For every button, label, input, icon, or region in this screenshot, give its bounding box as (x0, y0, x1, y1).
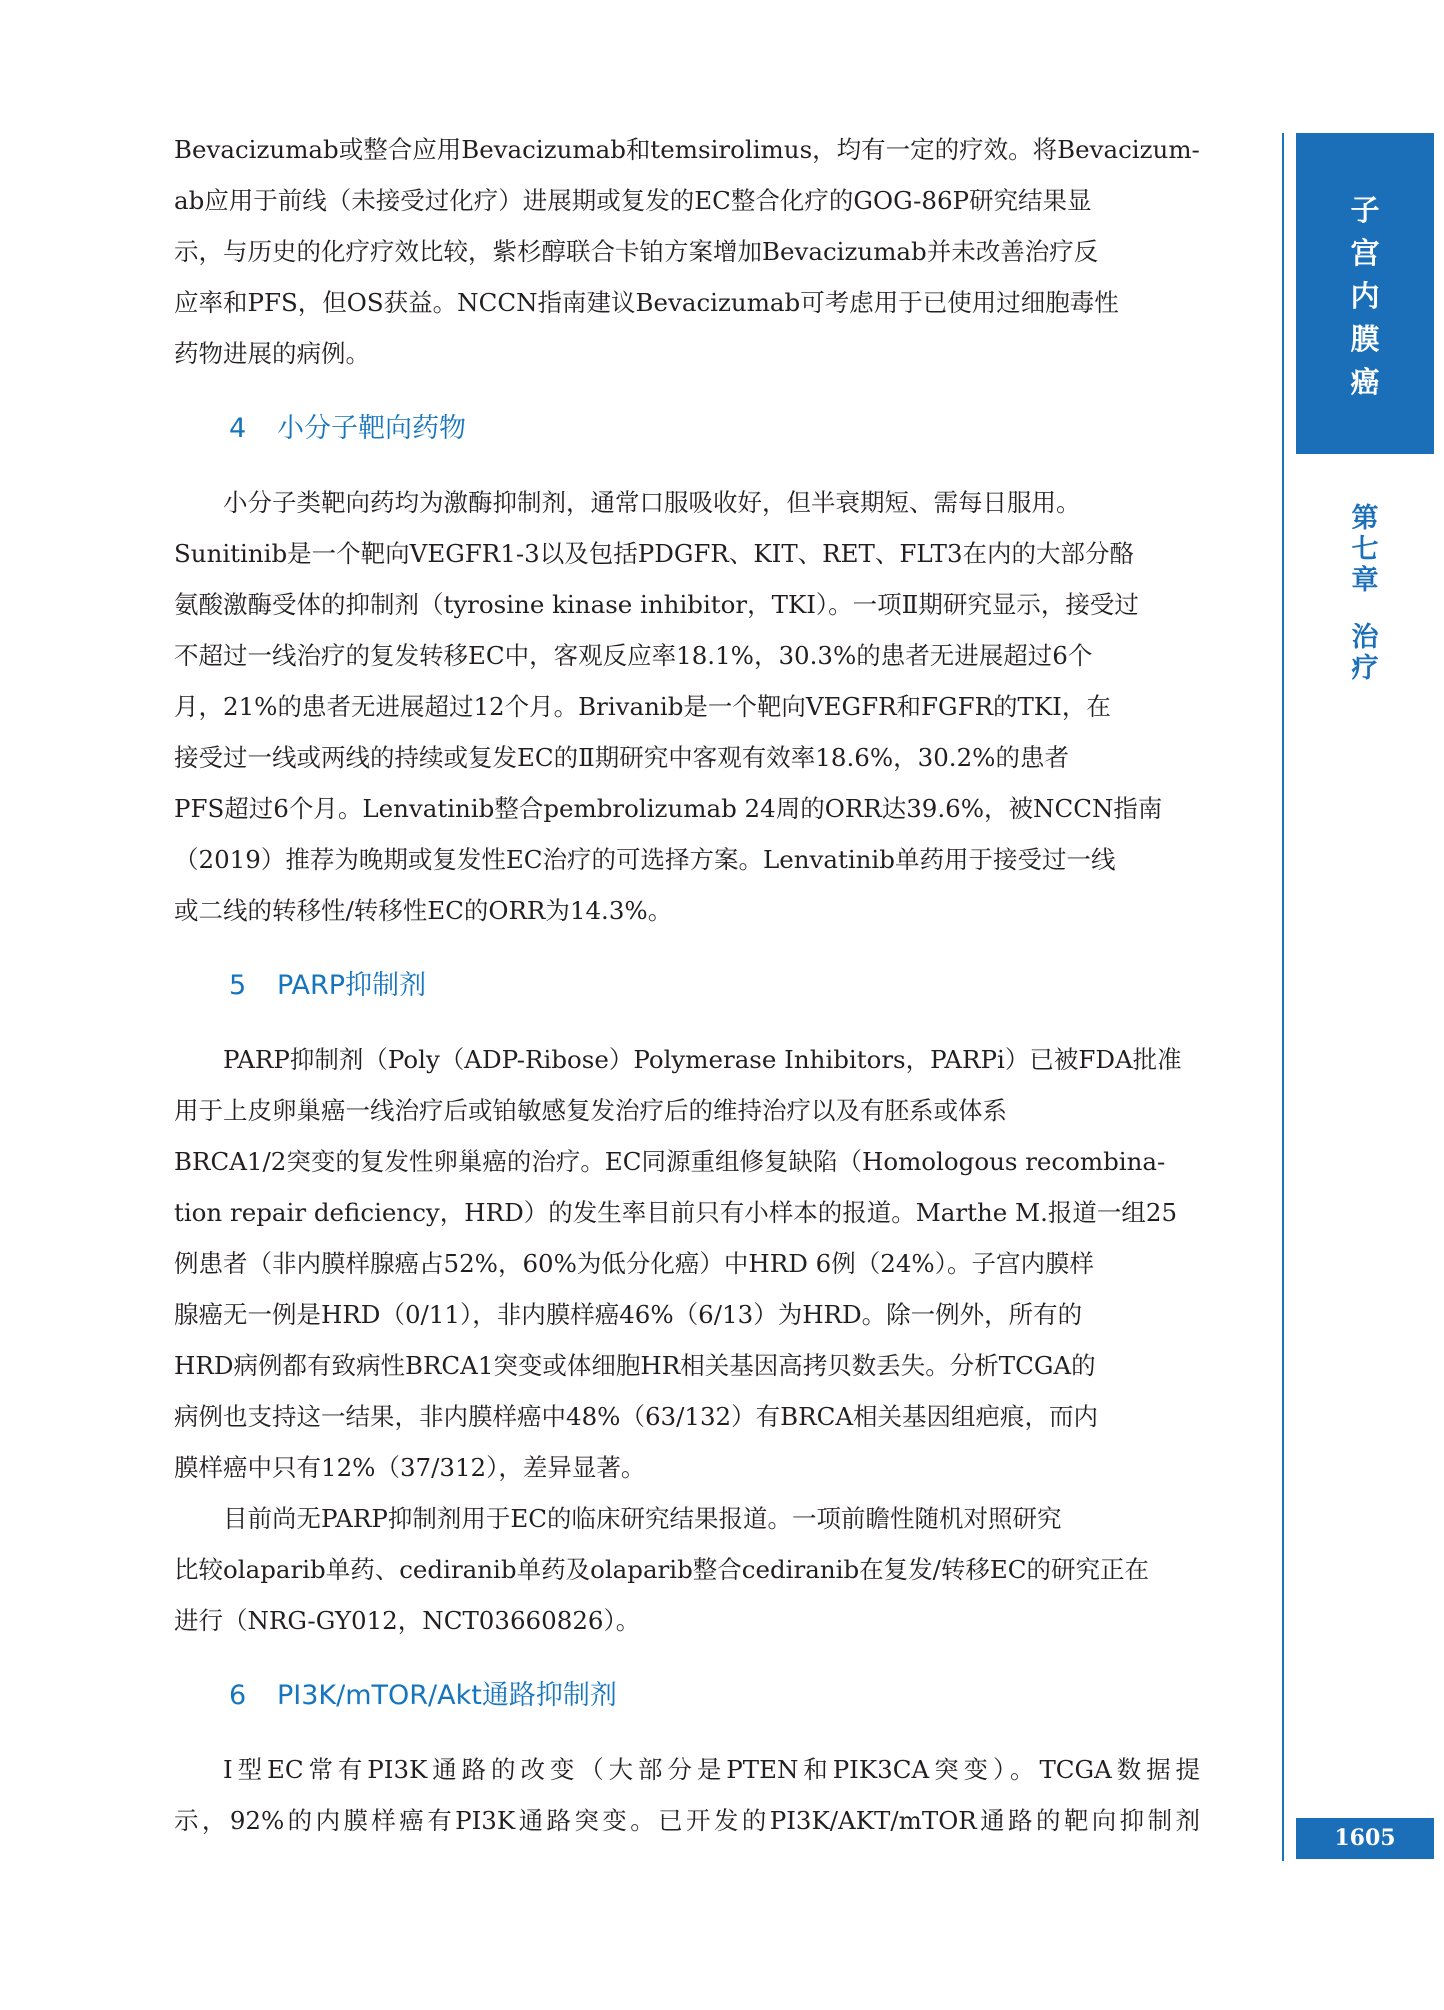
chapter-char: 子 (1350, 193, 1380, 227)
section-char: 治 (1351, 622, 1379, 653)
section-heading-4: 4 小分子靶向药物 (229, 413, 466, 444)
chapter-char: 内 (1350, 279, 1380, 313)
section-tab (1296, 503, 1434, 684)
section-char: 第 (1351, 503, 1379, 534)
chapter-char: 宫 (1350, 236, 1380, 270)
page-body (174, 124, 1200, 1846)
page-number: 1605 (1296, 1818, 1434, 1859)
paragraph-bevacizumab: Bevacizumab或整合应用Bevacizumab和temsirolimus，均有一定的疗效。将Bevacizum- ab应用于前线（未接受过化疗）进展期或复发的EC整合化疗的GOG-86P研究结果显 示，与历史的化疗疗效比较，紫杉醇联合卡铂方案增加Bevacizumab并未改善治疗反 应率和PFS，但OS获益。NCCN指南建议Bevacizumab可考虑用于已使用过细胞毒性 药物进展的病例。 (174, 135, 1200, 368)
paragraph-pi3k: Ⅰ型EC常有PI3K通路的改变（大部分是PTEN和PIK3CA突变）。TCGA数据提 示，92%的内膜样癌有PI3K通路突变。已开发的PI3K/AKT/mTOR通路的靶向抑制剂 (174, 1755, 1200, 1835)
section-char: 疗 (1351, 653, 1379, 684)
paragraph-parp: PARP抑制剂（Poly（ADP-Ribose）Polymerase Inhibitors，PARPi）已被FDA批准 用于上皮卵巢癌一线治疗后或铂敏感复发治疗后的维持治疗以及有胚系或体系 BRCA1/2突变的复发性卵巢癌的治疗。EC同源重组修复缺陷（Homologous recombina- tion repair deficiency，HRD）的发生率目前只有小样本的报道。Marthe M.报道一组25 例患者（非内膜样腺癌占52%，60%为低分化癌）中HRD 6例（24%）。子宫内膜样 腺癌无一例是HRD（0/11），非内膜样癌46%（6/13）为HRD。除一例外，所有的 HRD病例都有致病性BRCA1突变或体细胞HR相关基因高拷贝数丢失。分析TCGA的 病例也支持这一结果，非内膜样癌中48%（63/132）有BRCA相关基因组疤痕，而内 膜样癌中只有12%（37/312），差异显著。 (174, 1045, 1182, 1482)
chapter-tab (1296, 133, 1434, 454)
paragraph-small-molecule: 小分子类靶向药均为激酶抑制剂，通常口服吸收好，但半衰期短、需每日服用。 Sunitinib是一个靶向VEGFR1-3以及包括PDGFR、KIT、RET、FLT3在内的大部分酪 氨酸激酶受体的抑制剂（tyrosine kinase inhibitor，TKI）。一项Ⅱ期研究显示，接受过 不超过一线治疗的复发转移EC中，客观反应率18.1%，30.3%的患者无进展超过6个 月，21%的患者无进展超过12个月。Brivanib是一个靶向VEGFR和FGFR的TKI，在 接受过一线或两线的持续或复发EC的Ⅱ期研究中客观有效率18.6%，30.2%的患者 PFS超过6个月。Lenvatinib整合pembrolizumab 24周的ORR达39.6%，被NCCN指南 （2019）推荐为晚期或复发性EC治疗的可选择方案。Lenvatinib单药用于接受过一线 或二线的转移性/转移性EC的ORR为14.3%。 (174, 488, 1163, 925)
chapter-char: 癌 (1350, 365, 1380, 399)
section-char: 章 (1351, 565, 1379, 596)
chapter-char: 膜 (1350, 322, 1380, 356)
paragraph-parp-trials: 目前尚无PARP抑制剂用于EC的临床研究结果报道。一项前瞻性随机对照研究 比较olaparib单药、cediranib单药及olaparib整合cediranib在复发/转移EC的研究正在 进行（NRG-GY012，NCT03660826）。 (174, 1504, 1150, 1635)
section-char: 七 (1351, 534, 1379, 565)
section-heading-5: 5 PARP抑制剂 (229, 970, 427, 1001)
section-heading-6: 6 PI3K/mTOR/Akt通路抑制剂 (229, 1680, 617, 1711)
margin-divider-line (1282, 133, 1284, 1861)
